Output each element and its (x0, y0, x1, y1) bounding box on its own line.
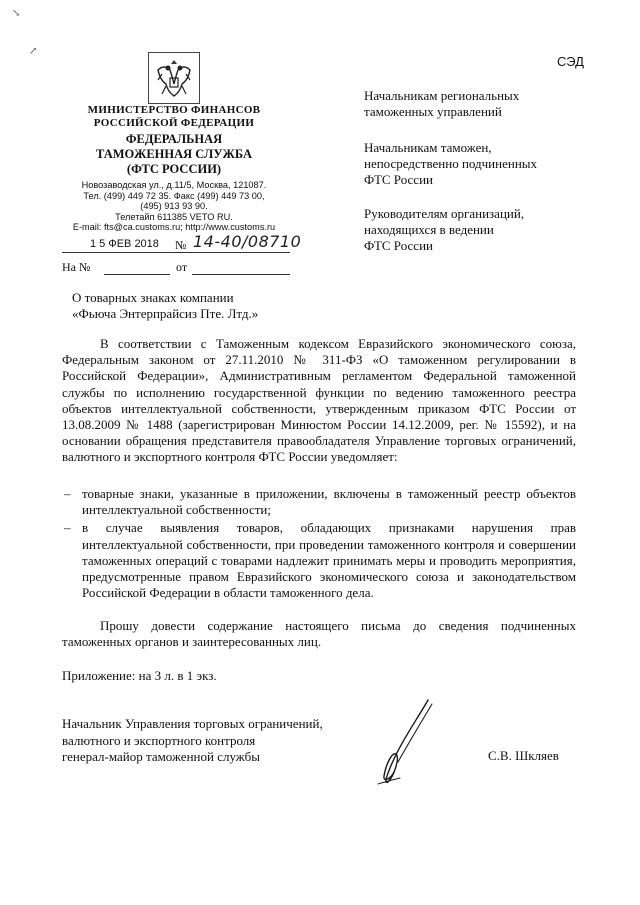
signer-name: С.В. Шкляев (488, 748, 559, 763)
signer-position: Начальник Управления торговых ограничений, валютного и экспортного контроля генерал-майор таможенной службы (62, 716, 323, 764)
addressee-regional: Начальникам региональных таможенных управлений (364, 88, 520, 119)
coat-of-arms-icon (148, 52, 200, 104)
handwritten-signature (370, 698, 480, 788)
ref-label: На № (62, 260, 91, 274)
letter-subject: О товарных знаках компании «Фьюча Энтерпрайсиз Пте. Лтд.» (72, 290, 259, 321)
sed-stamp: СЭД (557, 54, 584, 69)
ref-date-line (192, 274, 290, 275)
bullet-dash: – (64, 486, 71, 501)
ministry-name: МИНИСТЕРСТВО ФИНАНСОВ РОССИЙСКОЙ ФЕДЕРАЦИИ (87, 104, 261, 129)
notification-list (62, 486, 576, 603)
attachment-note: Приложение: на 3 л. в 1 экз. (62, 668, 217, 683)
body-paragraph: Прошу довести содержание настоящего письма до сведения подчиненных таможенных органов и заинтересованных лиц. (62, 618, 576, 650)
list-item: – товарные знаки, указанные в приложении, включены в таможенный реестр объектов интеллектуальной собственности; (64, 486, 576, 518)
ref-number-line (104, 274, 170, 275)
letter-number: 14-40/08710 (193, 232, 302, 251)
letter-date: 1 5 ФЕВ 2018 (90, 238, 159, 250)
scan-mark: ↘ (12, 8, 21, 19)
list-item: – в случае выявления товаров, обладающих признаками нарушения прав интеллектуальной собственности, при проведении таможенного контроля и совершении таможенных операций с товарами надлежит принимать меры и проводить мероприятия, предусмотренные правом Евразийского экономического союза и законодательством Российской Федерации в области таможенного дела. (64, 520, 576, 601)
from-label: от (176, 260, 188, 274)
service-contacts: Новозаводская ул., д.11/5, Москва, 121087. Тел. (499) 449 72 35. Факс (499) 449 73 00, (495) 913 93 90. Телетайп 611385 VETO RU. E-mail: fts@ca.customs.ru; http://www.customs.ru (72, 180, 276, 232)
service-name: ФЕДЕРАЛЬНАЯ ТАМОЖЕННАЯ СЛУЖБА (ФТС РОССИИ) (96, 132, 252, 176)
registration-rule (62, 252, 290, 253)
body-paragraph: В соответствии с Таможенным кодексом Евразийского экономического союза, Федеральным законом от 27.11.2010 № 311-ФЗ «О таможенном регулировании в Российской Федерации», Административным регламентом Федеральной таможенной службы по исполнению государственной функции по ведению таможенного реестра объектов интеллектуальной собственности, утвержденным приказом ФТС России от 13.08.2009 № 1488 (зарегистрирован Минюстом России 14.12.2009, рег. № 15592), и на основании обращения представителя правообладателя Управление торговых ограничений, валютного и экспортного контроля ФТС России уведомляет: (62, 336, 576, 465)
addressee-organizations: Руководителям организаций, находящихся в ведении ФТС России (364, 206, 525, 253)
scan-mark: ↗ (29, 46, 38, 57)
bullet-dash: – (64, 520, 71, 536)
number-sign: № (175, 238, 187, 252)
addressee-customs: Начальникам таможен, непосредственно подчиненных ФТС России (364, 140, 538, 187)
